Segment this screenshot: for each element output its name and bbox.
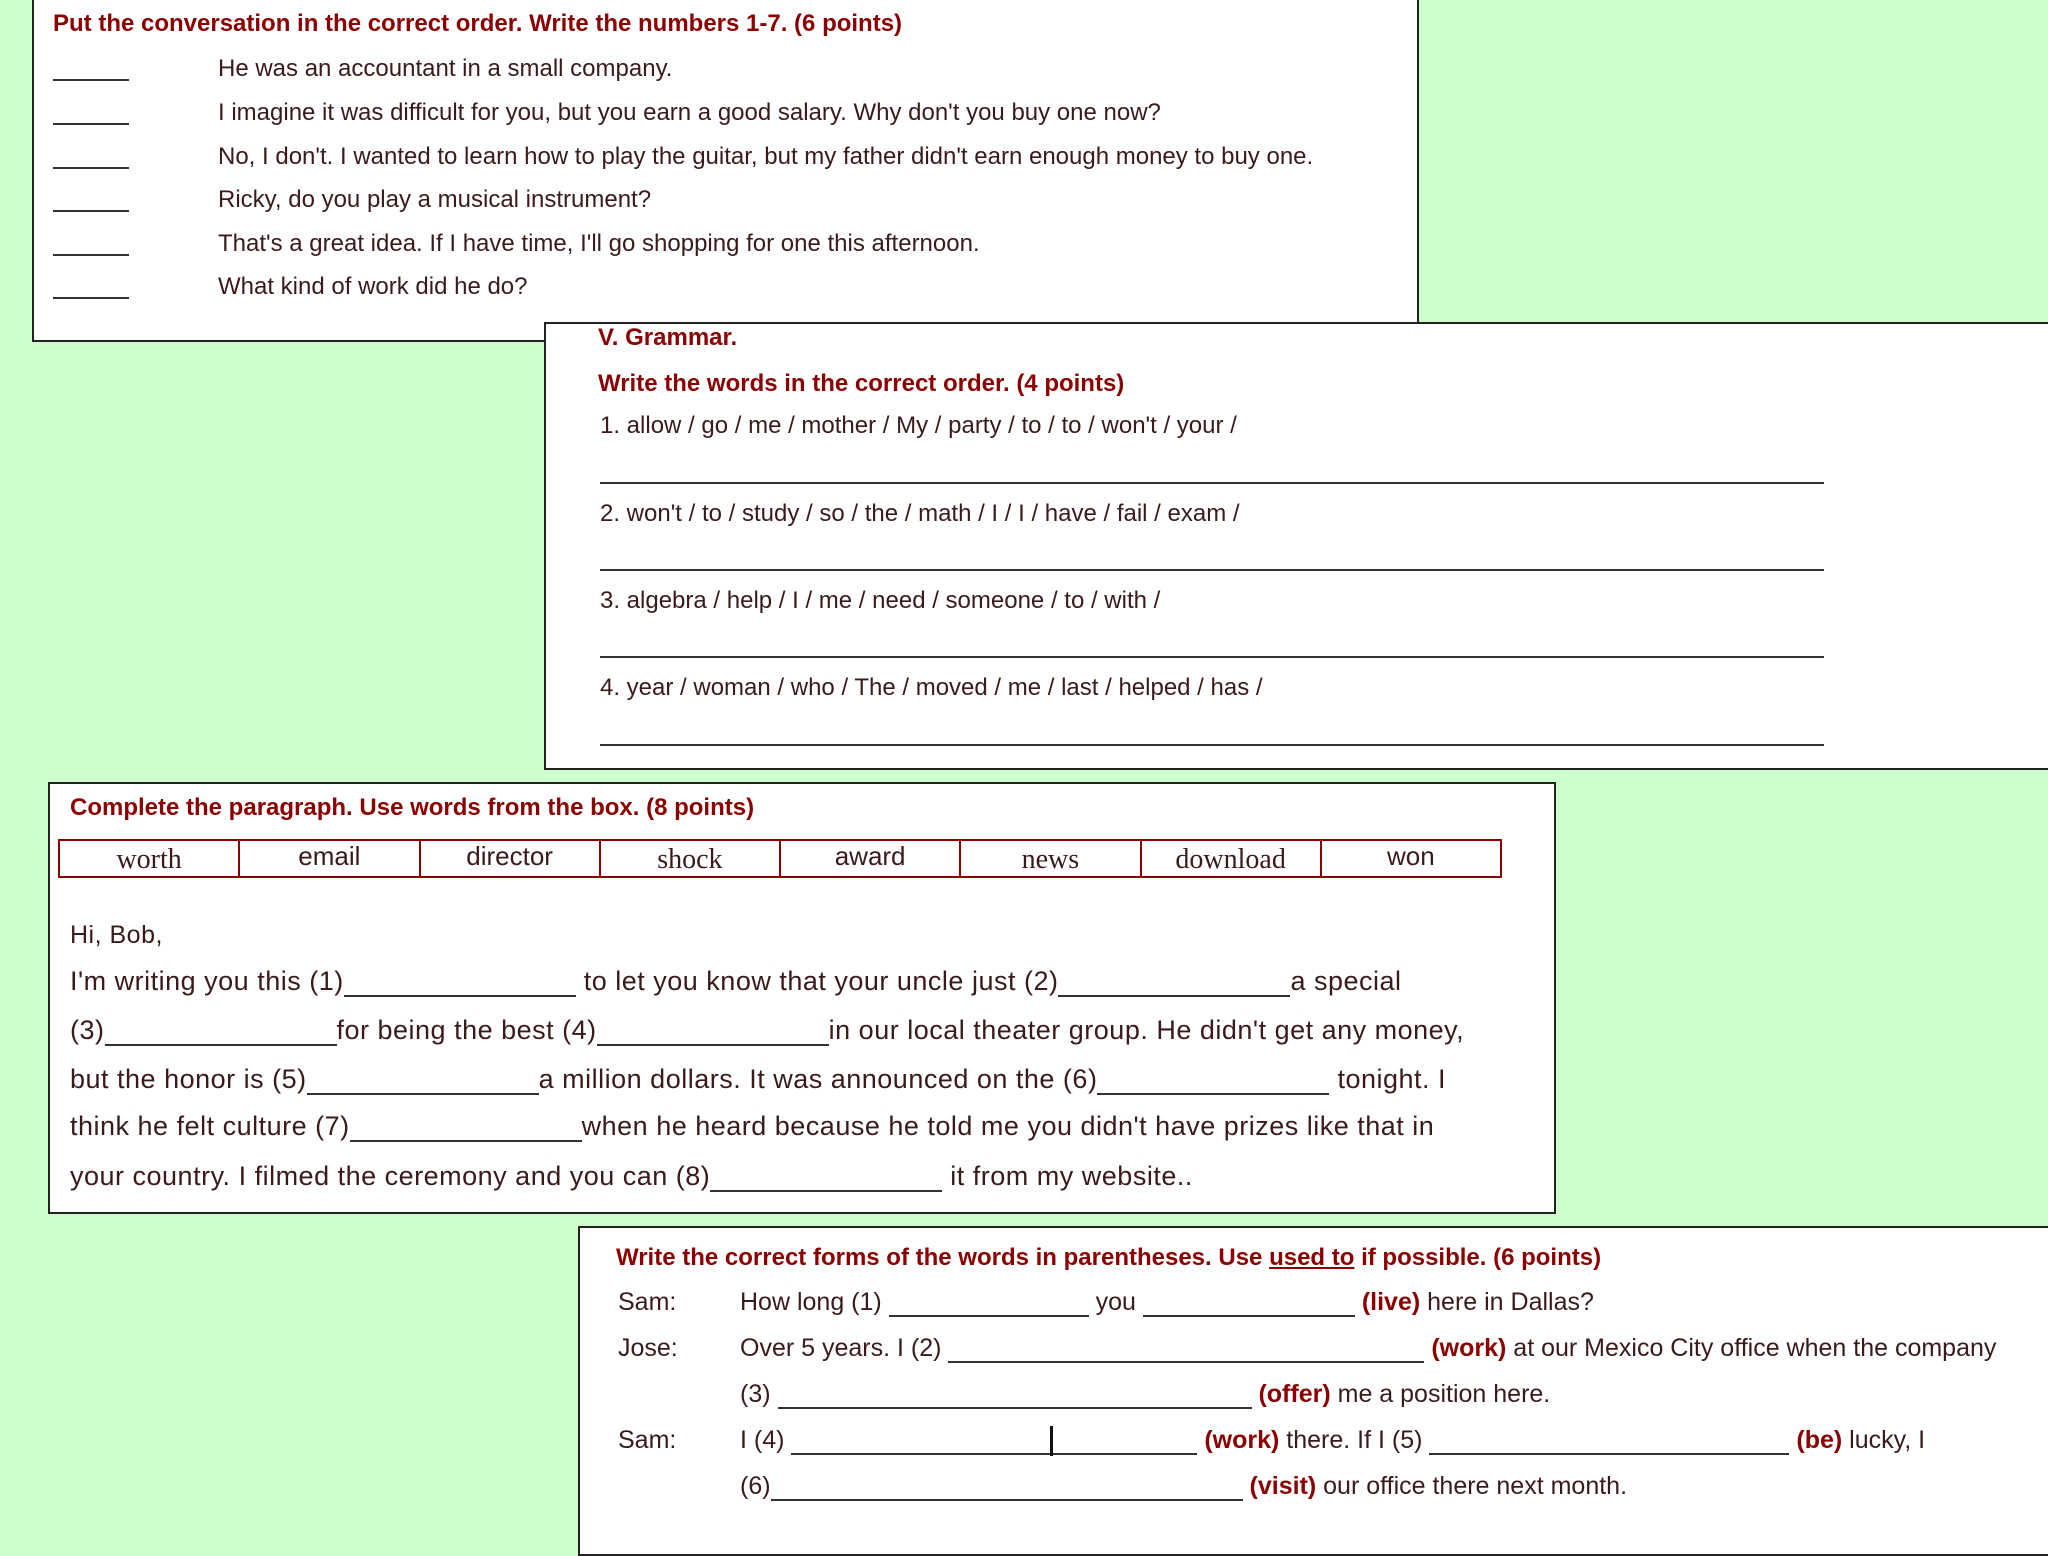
answer-blank[interactable] — [350, 1114, 582, 1142]
conversation-row — [53, 55, 1393, 85]
conversation-line: He was an accountant in a small company. — [218, 55, 673, 82]
paragraph-text: when he heard because he told me you didn't have prizes like that in — [581, 1111, 1435, 1141]
paragraph-text: your country. I filmed the ceremony and you can (8) — [70, 1161, 711, 1191]
word-box-item: shock — [601, 841, 781, 876]
verb-hint: (work) — [1431, 1334, 1507, 1362]
answer-blank[interactable] — [307, 1067, 539, 1095]
paragraph-text: it from my website.. — [942, 1161, 1193, 1191]
verb-hint: (live) — [1361, 1288, 1421, 1316]
text-cursor — [1050, 1426, 1053, 1456]
dialogue-text: me a position here. — [1330, 1380, 1551, 1408]
answer-blank[interactable] — [791, 1429, 1197, 1455]
paragraph-greeting: Hi, Bob, — [70, 921, 163, 949]
dialogue-line — [740, 1426, 1925, 1455]
paragraph-line — [70, 1161, 1193, 1192]
conversation-row — [53, 186, 1393, 216]
instruction-text: Write the correct forms of the words in parentheses. Use — [616, 1244, 1270, 1271]
answer-blank[interactable] — [53, 167, 129, 169]
grammar-panel — [544, 322, 2048, 770]
section-heading: V. Grammar. — [598, 324, 738, 351]
word-box — [58, 839, 1502, 878]
paragraph-line — [70, 966, 1402, 997]
dialogue-text: (3) — [740, 1380, 778, 1408]
word-box-item: won — [1387, 841, 1435, 871]
answer-blank[interactable] — [1097, 1067, 1329, 1095]
answer-line[interactable] — [600, 656, 1824, 658]
conversation-line: No, I don't. I wanted to learn how to play the guitar, but my father didn't earn enough money to buy one. — [218, 143, 1314, 170]
dialogue-text: How long (1) — [740, 1288, 889, 1316]
conversation-row — [53, 273, 1393, 303]
dialogue-line — [740, 1472, 1627, 1501]
dialogue-line — [740, 1334, 1996, 1363]
paragraph-text: for being the best (4) — [336, 1015, 597, 1045]
speaker-label: Sam: — [618, 1426, 677, 1454]
dialogue-text: you — [1088, 1288, 1143, 1316]
answer-blank[interactable] — [53, 123, 129, 125]
answer-blank[interactable] — [948, 1337, 1424, 1363]
verb-hint: (offer) — [1258, 1380, 1331, 1408]
paragraph-text: (3) — [70, 1015, 105, 1045]
answer-blank[interactable] — [53, 297, 129, 299]
word-box-item: director — [421, 841, 601, 876]
conversation-line: That's a great idea. If I have time, I'll go shopping for one this afternoon. — [218, 230, 980, 257]
answer-blank[interactable] — [1143, 1291, 1355, 1317]
paragraph-line — [70, 1015, 1464, 1046]
dialogue-line — [740, 1288, 1594, 1317]
conversation-line: Ricky, do you play a musical instrument? — [218, 186, 652, 213]
word-box-item: award — [781, 841, 961, 876]
answer-blank[interactable] — [778, 1383, 1252, 1409]
speaker-label: Jose: — [618, 1334, 678, 1362]
dialogue-text: Over 5 years. I (2) — [740, 1334, 949, 1362]
paragraph-text: a special — [1290, 966, 1402, 996]
answer-blank[interactable] — [53, 79, 129, 81]
dialogue-text: there. If I (5) — [1279, 1426, 1430, 1454]
grammar-instruction: Write the words in the correct order. (4 points) — [598, 370, 1125, 397]
answer-blank[interactable] — [53, 210, 129, 212]
instruction-text: if possible. (6 points) — [1354, 1244, 1602, 1271]
word-box-item: email — [240, 841, 420, 876]
word-box-item: news — [961, 841, 1141, 876]
speaker-label: Sam: — [618, 1288, 677, 1316]
instruction-emphasis: used to — [1269, 1244, 1355, 1271]
used-to-panel — [578, 1226, 2048, 1556]
answer-blank[interactable] — [889, 1291, 1089, 1317]
answer-blank[interactable] — [105, 1018, 337, 1046]
dialogue-text: (6) — [740, 1472, 771, 1500]
paragraph-text: tonight. I — [1329, 1064, 1447, 1094]
paragraph-panel — [48, 782, 1556, 1214]
dialogue-text: lucky, I — [1842, 1426, 1926, 1454]
verb-hint: (be) — [1796, 1426, 1843, 1454]
answer-blank[interactable] — [1429, 1429, 1789, 1455]
conversation-line: What kind of work did he do? — [218, 273, 528, 300]
dialogue-text: here in Dallas? — [1420, 1288, 1594, 1316]
grammar-item: 4. year / woman / who / The / moved / me / last / helped / has / — [600, 674, 1263, 701]
answer-blank[interactable] — [1058, 969, 1290, 997]
conversation-panel — [32, 0, 1419, 342]
answer-blank[interactable] — [771, 1475, 1243, 1501]
conversation-instruction: Put the conversation in the correct order. Write the numbers 1-7. (6 points) — [53, 10, 903, 37]
paragraph-text: in our local theater group. He didn't get any money, — [828, 1015, 1465, 1045]
conversation-row — [53, 99, 1393, 129]
paragraph-text: think he felt culture (7) — [70, 1111, 350, 1141]
answer-line[interactable] — [600, 744, 1824, 746]
conversation-row — [53, 230, 1393, 260]
dialogue-text: at our Mexico City office when the company — [1506, 1334, 1997, 1362]
verb-hint: (work) — [1204, 1426, 1280, 1454]
answer-blank[interactable] — [53, 254, 129, 256]
word-box-item: worth — [60, 841, 240, 876]
paragraph-text: a million dollars. It was announced on the (6) — [538, 1064, 1098, 1094]
grammar-item: 2. won't / to / study / so / the / math / I / I / have / fail / exam / — [600, 500, 1240, 527]
conversation-row — [53, 143, 1393, 173]
paragraph-text: to let you know that your uncle just (2) — [575, 966, 1059, 996]
dialogue-line — [740, 1380, 1550, 1409]
answer-blank[interactable] — [710, 1164, 942, 1192]
dialogue-text: I (4) — [740, 1426, 792, 1454]
conversation-line: I imagine it was difficult for you, but you earn a good salary. Why don't you buy one now? — [218, 99, 1161, 126]
forms-instruction — [616, 1244, 1601, 1272]
grammar-item: 3. algebra / help / I / me / need / someone / to / with / — [600, 587, 1161, 614]
answer-blank[interactable] — [597, 1018, 829, 1046]
paragraph-text: I'm writing you this (1) — [70, 966, 344, 996]
answer-blank[interactable] — [344, 969, 576, 997]
paragraph-instruction: Complete the paragraph. Use words from the box. (8 points) — [70, 794, 755, 821]
paragraph-line — [70, 1111, 1434, 1142]
grammar-item: 1. allow / go / me / mother / My / party / to / to / won't / your / — [600, 412, 1237, 439]
answer-line[interactable] — [600, 569, 1824, 571]
paragraph-line — [70, 1064, 1446, 1095]
answer-line[interactable] — [600, 482, 1824, 484]
dialogue-text: our office there next month. — [1316, 1472, 1628, 1500]
verb-hint: (visit) — [1249, 1472, 1317, 1500]
paragraph-text: but the honor is (5) — [70, 1064, 307, 1094]
word-box-item: download — [1142, 841, 1322, 876]
